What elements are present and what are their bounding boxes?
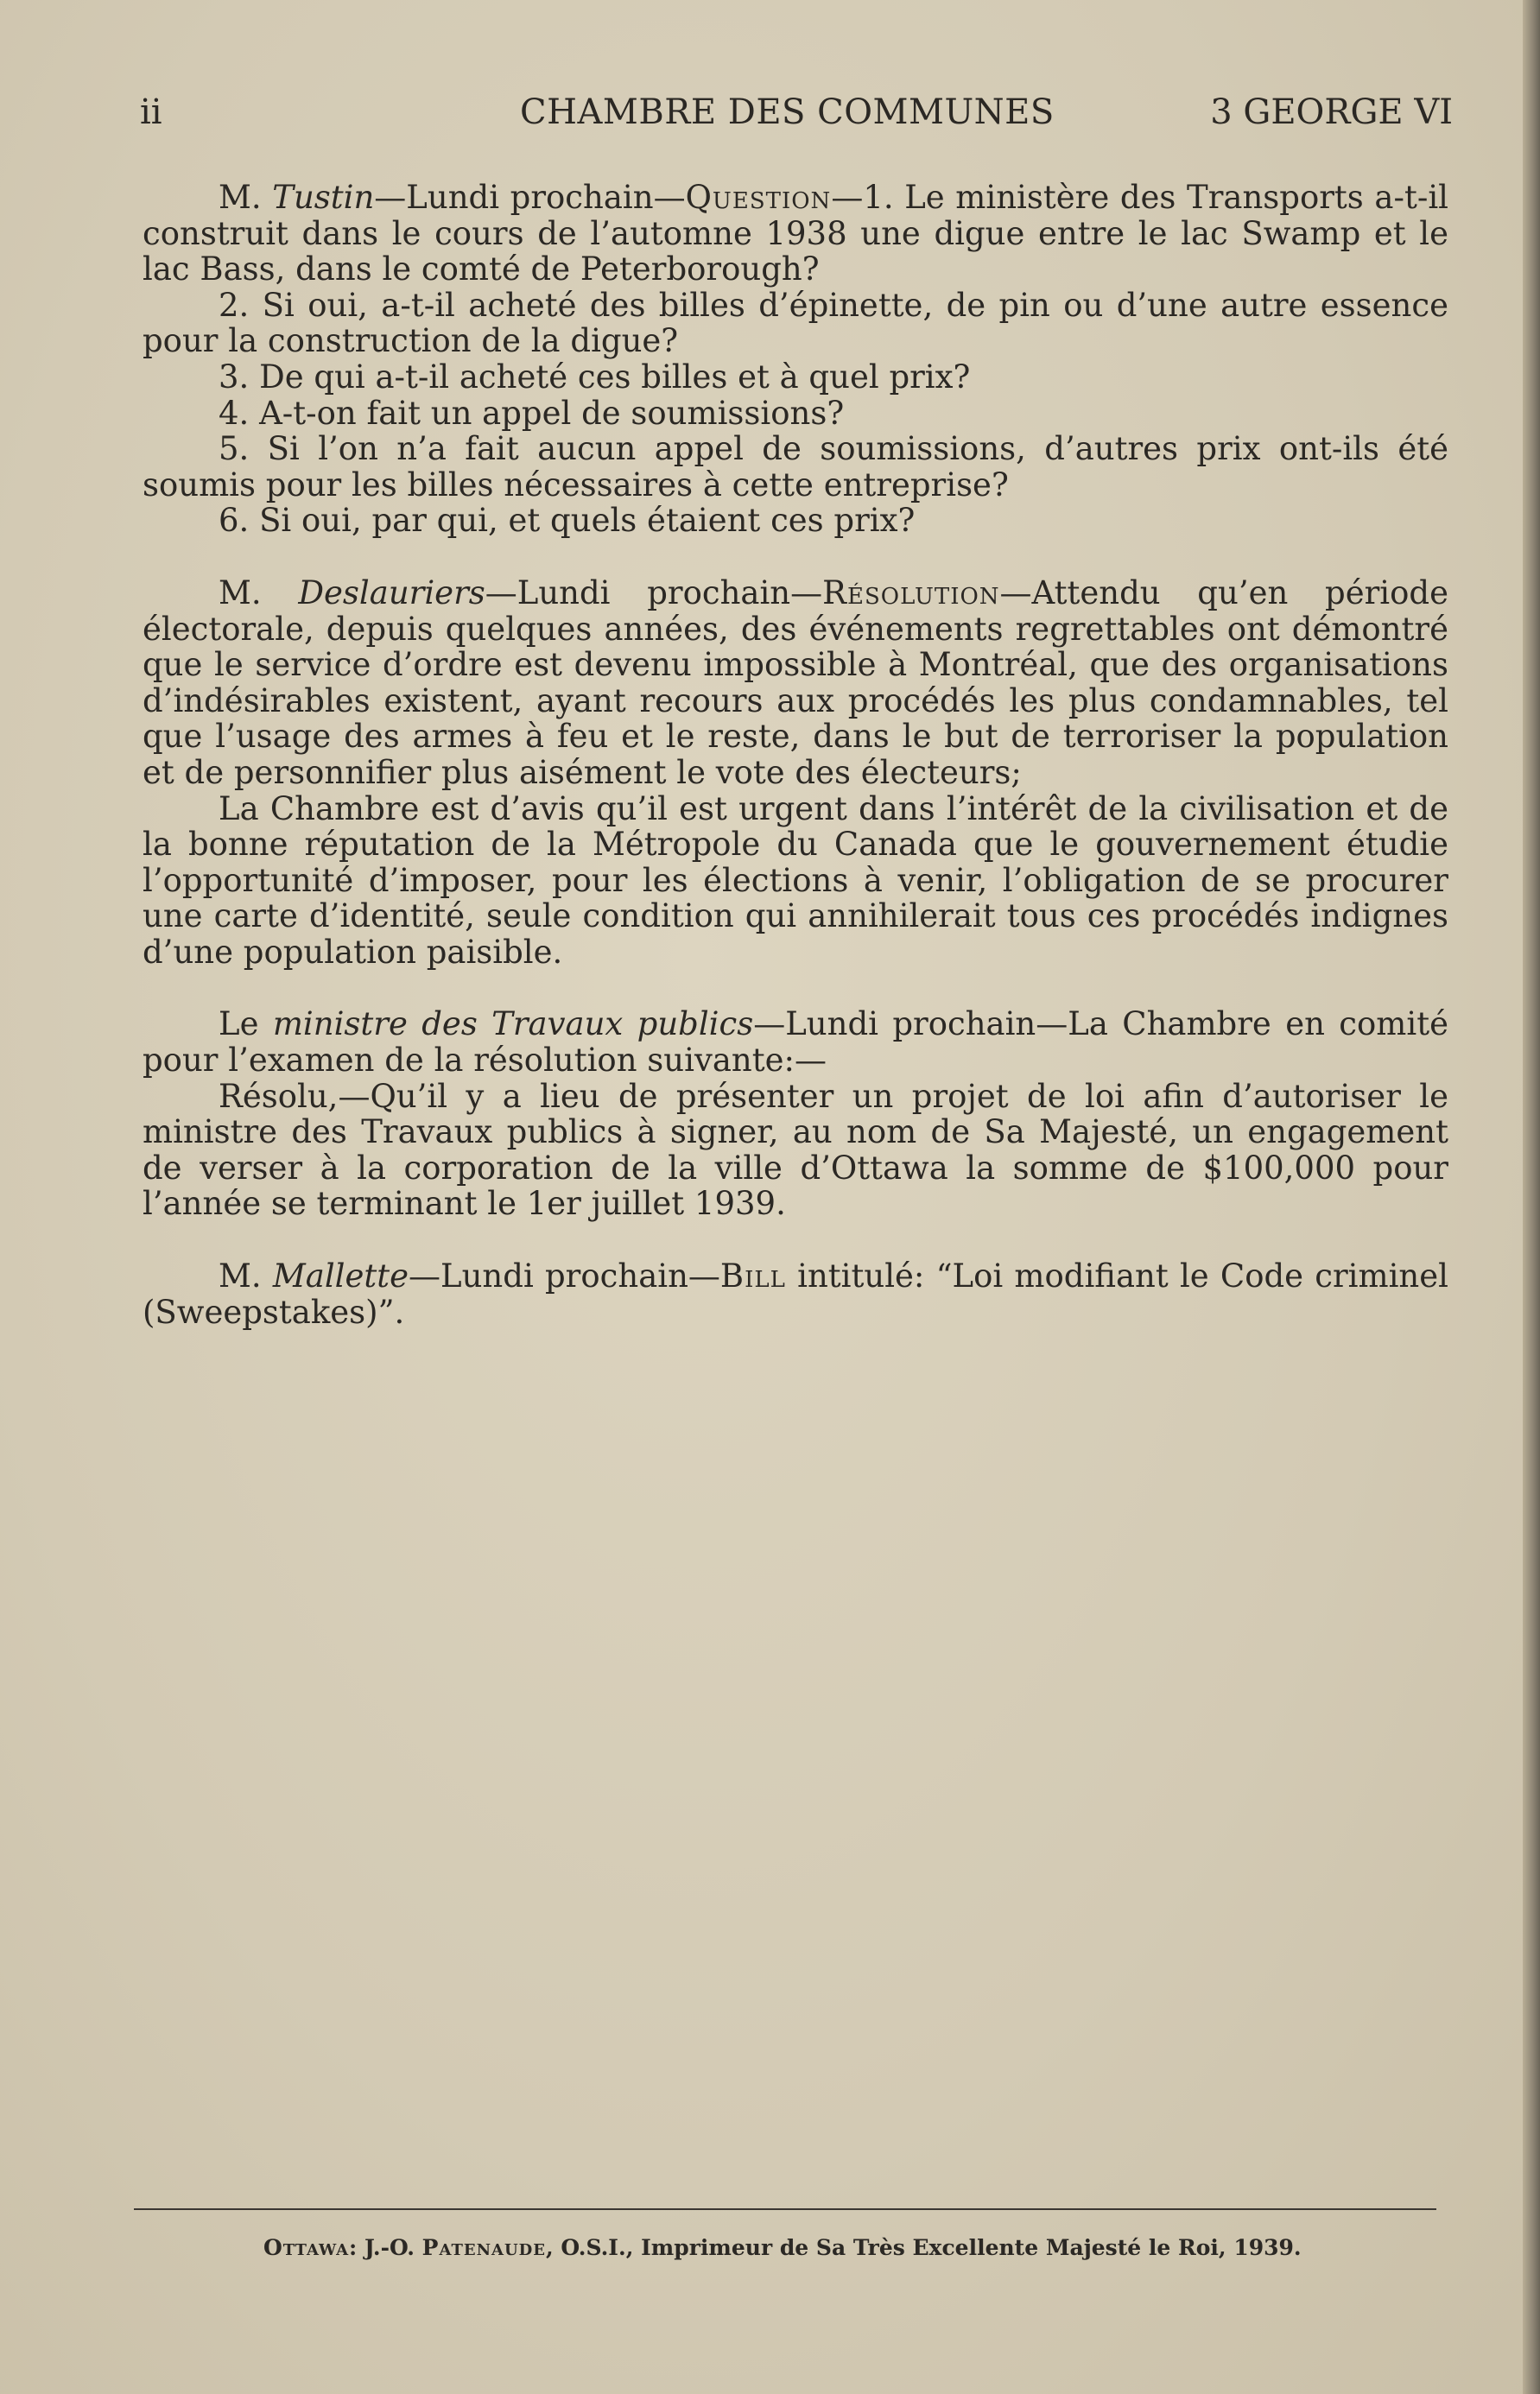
travaux-resolution: Résolu,—Qu’il y a lieu de présenter un projet de loi afin d’autoriser le ministre des Travaux publics à signer, au nom de Sa Majesté, un engagement de verser à la corporation de la ville d’Ottawa la somme de $100,000 pour l’année se terminant le 1er juillet 1939.: [143, 1077, 1448, 1223]
member-name: Deslauriers: [298, 573, 485, 611]
notice-mallette: [143, 1258, 1448, 1330]
notice-kind: Résolution: [822, 573, 1000, 611]
member-name: ministre des Travaux publics: [272, 1005, 754, 1043]
notice-travaux-publics: [143, 1006, 1448, 1222]
spacer: [143, 970, 1448, 1006]
deslauriers-preamble: M. Deslauriers—Lundi prochain—Résolution—Attendu qu’en période électorale, depuis quelques années, des événements regrettables ont démontré que le service d’ordre est devenu impossible à Montréal, que des organisations d’indésirables existent, ayant recours aux procédés les plus condamnables, tel que l’usage des armes à feu et le reste, dans le but de terroriser la population et de personnifier plus aisément le vote des électeurs;: [143, 573, 1448, 791]
tustin-question-3: 3. De qui a-t-il acheté ces billes et à quel prix?: [219, 358, 971, 396]
tustin-question-5: 5. Si l’on n’a fait aucun appel de soumissions, d’autres prix ont-ils été soumis pour les billes nécessaires à cette entreprise?: [143, 430, 1448, 504]
header-reign: 3 GEORGE VI: [1210, 92, 1453, 132]
member-name: Mallette: [272, 1257, 409, 1295]
tustin-question-4: 4. A-t-on fait un appel de soumissions?: [219, 394, 845, 432]
footer-rule: [134, 2208, 1436, 2210]
member-name: Tustin: [272, 179, 375, 216]
spacer: [143, 539, 1448, 575]
tustin-question-2: 2. Si oui, a-t-il acheté des billes d’épinette, de pin ou d’une autre essence pour la construction de la digue?: [143, 286, 1448, 360]
header-title: CHAMBRE DES COMMUNES: [520, 92, 1055, 132]
tustin-question-1: M. Tustin—Lundi prochain—Question—1. Le ministère des Transports a-t-il construit dans le cours de l’automne 1938 une digue entre le lac Swamp et le lac Bass, dans le comté de Peterborough?: [143, 179, 1448, 288]
notice-deslauriers: [143, 575, 1448, 971]
notice-kind: Bill: [719, 1257, 786, 1295]
page-number: ii: [140, 92, 162, 132]
printer-imprint: Ottawa: J.-O. Patenaude, O.S.I., Imprimeur de Sa Très Excellente Majesté le Roi, 1939.: [263, 2235, 1302, 2260]
spacer: [143, 1222, 1448, 1258]
tustin-question-6: 6. Si oui, par qui, et quels étaient ces prix?: [219, 502, 916, 540]
running-header: [140, 86, 1453, 138]
notice-kind: Question: [685, 179, 832, 216]
deslauriers-resolution: La Chambre est d’avis qu’il est urgent dans l’intérêt de la civilisation et de la bonne réputation de la Métropole du Canada que le gouvernement étudie l’opportunité d’imposer, pour les élections à venir, l’obligation de se procurer une carte d’identité, seule condition qui annihilerait tous ces procédés indignes d’une population paisible.: [143, 789, 1448, 971]
book-spine-edge: [1523, 0, 1540, 2394]
mallette-bill: M. Mallette—Lundi prochain—Bill intitulé: “Loi modifiant le Code criminel (Sweepstakes)”.: [143, 1257, 1448, 1331]
notices-body: [143, 180, 1448, 1330]
notice-tustin: [143, 180, 1448, 539]
travaux-intro: Le ministre des Travaux publics—Lundi prochain—La Chambre en comité pour l’examen de la résolution suivante:—: [143, 1005, 1448, 1080]
